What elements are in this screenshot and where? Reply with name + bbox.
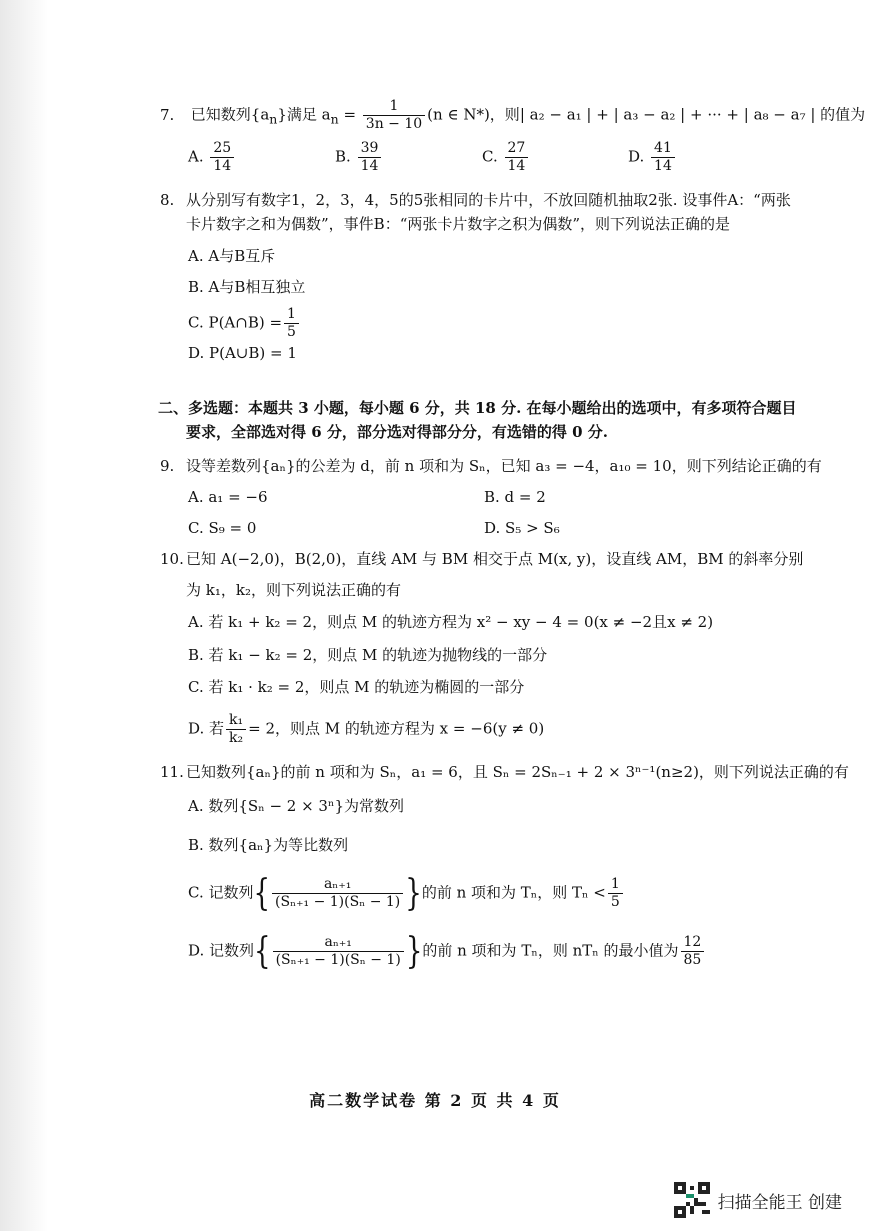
denominator: 3n − 10	[365, 116, 423, 132]
option-text: D. 记数列	[188, 941, 255, 960]
question-text: 已知 A(−2,0)，B(2,0)，直线 AM 与 BM 相交于点 M(x, y)，设直线 AM，BM 的斜率分别	[186, 550, 804, 568]
question-text: 已知数列	[190, 105, 251, 124]
numerator: 1	[284, 306, 299, 324]
fraction	[681, 934, 705, 969]
option-text: D. 若	[188, 719, 225, 738]
option-text: C. P(A∩B) =	[188, 313, 283, 332]
denominator: 5	[287, 324, 296, 340]
option-label: B.	[335, 147, 351, 166]
question-10-line2: 为 k₁，k₂，则下列说法正确的有	[186, 581, 401, 599]
numerator: aₙ₊₁	[273, 934, 404, 952]
option-a	[188, 140, 236, 175]
denominator: 14	[507, 158, 526, 174]
denominator: (Sₙ₊₁ − 1)(Sₙ − 1)	[275, 952, 401, 968]
condition: (n ∈ N*)，则	[427, 105, 520, 124]
page-footer: 高二数学试卷 第 2 页 共 4 页	[309, 1091, 561, 1110]
scanner-watermark	[674, 1182, 842, 1218]
option-a: A. A与B互斥	[188, 247, 276, 265]
question-8	[160, 190, 791, 210]
fraction	[358, 140, 382, 175]
option-a: A. 数列{Sₙ − 2 × 3ⁿ}为常数列	[188, 797, 405, 815]
numerator: 27	[505, 140, 529, 158]
denominator: k₂	[229, 730, 244, 746]
seq-subscript: n	[269, 111, 278, 127]
fraction	[363, 98, 425, 133]
left-brace: {	[253, 872, 271, 915]
option-c: C. S₉ = 0	[188, 519, 257, 537]
seq-close: }	[277, 105, 287, 124]
option-label: A.	[188, 147, 204, 166]
qr-code-icon	[674, 1182, 710, 1218]
option-text: 的前 n 项和为 Tₙ，则 Tₙ <	[421, 883, 606, 902]
option-text: = 2，则点 M 的轨迹方程为 x = −6(y ≠ 0)	[248, 719, 545, 738]
numerator: 25	[210, 140, 234, 158]
scan-edge-shadow	[0, 0, 48, 1231]
option-b: B. A与B相互独立	[188, 278, 306, 296]
numerator: 41	[651, 140, 675, 158]
fraction	[505, 140, 529, 175]
question-number: 9.	[160, 457, 175, 475]
option-d: D. S₅ > S₆	[484, 519, 560, 537]
fraction	[284, 306, 299, 341]
an-subscript: n	[330, 111, 339, 127]
option-d: D. P(A∪B) = 1	[188, 344, 297, 362]
numerator: 1	[363, 98, 425, 116]
option-a: A. 若 k₁ + k₂ = 2，则点 M 的轨迹方程为 x² − xy − 4 = 0(x ≠ −2且x ≠ 2)	[188, 613, 714, 631]
option-c	[482, 140, 530, 175]
equals: =	[338, 105, 361, 124]
numerator: aₙ₊₁	[272, 876, 403, 894]
option-text: 的前 n 项和为 Tₙ，则 nTₙ 的最小值为	[422, 941, 679, 960]
question-text: 从分别写有数字1，2，3，4，5的5张相同的卡片中，不放回随机抽取2张. 设事件A：“两张	[186, 191, 791, 209]
denominator: 14	[213, 158, 232, 174]
fraction	[608, 876, 623, 911]
option-a: A. a₁ = −6	[188, 488, 268, 506]
question-11	[160, 762, 849, 782]
question-7	[160, 98, 865, 133]
fraction	[272, 876, 403, 911]
option-b: B. 若 k₁ − k₂ = 2，则点 M 的轨迹为抛物线的一部分	[188, 646, 548, 664]
denominator: 14	[360, 158, 379, 174]
denominator: (Sₙ₊₁ − 1)(Sₙ − 1)	[275, 894, 401, 910]
option-c	[188, 872, 625, 915]
fraction	[210, 140, 234, 175]
watermark-text: 扫描全能王 创建	[717, 1192, 842, 1213]
option-b: B. 数列{aₙ}为等比数列	[188, 836, 349, 854]
right-brace: }	[405, 872, 422, 915]
option-label: D.	[628, 147, 645, 166]
fraction	[651, 140, 675, 175]
option-c	[188, 306, 301, 341]
option-b: B. d = 2	[484, 488, 546, 506]
option-d	[188, 930, 706, 973]
fraction	[273, 934, 404, 969]
numerator: k₁	[226, 712, 246, 730]
question-text: 已知数列{aₙ}的前 n 项和为 Sₙ，a₁ = 6，且 Sₙ = 2Sₙ₋₁ + 2 × 3ⁿ⁻¹(n≥2)，则下列说法正确的有	[186, 763, 849, 781]
section-heading: 二、多选题：本题共 3 小题，每小题 6 分，共 18 分. 在每小题给出的选项中，有多项符合题目	[158, 399, 797, 417]
denominator: 14	[654, 158, 672, 174]
option-d	[188, 712, 544, 747]
denominator: 85	[683, 952, 702, 968]
option-d	[628, 140, 677, 175]
question-number: 8.	[160, 191, 175, 209]
question-8-line2: 卡片数字之和为偶数”，事件B：“两张卡片数字之积为偶数”，则下列说法正确的是	[186, 215, 731, 233]
fraction	[226, 712, 246, 747]
option-label: C.	[482, 147, 498, 166]
option-c: C. 若 k₁ · k₂ = 2，则点 M 的轨迹为椭圆的一部分	[188, 678, 525, 696]
numerator: 12	[681, 934, 705, 952]
question-number: 10.	[160, 550, 184, 568]
right-brace: }	[405, 930, 423, 973]
numerator: 1	[608, 876, 623, 894]
question-10	[160, 549, 803, 569]
option-text: C. 记数列	[188, 883, 254, 902]
denominator: 5	[610, 894, 620, 910]
numerator: 39	[358, 140, 382, 158]
seq-symbol: {a	[250, 105, 270, 124]
question-text: | a₂ − a₁ | + | a₃ − a₂ | + ··· + | a₈ − a₇ | 的值为	[519, 105, 866, 124]
section-heading-line2: 要求，全部选对得 6 分，部分选对得部分分，有选错的得 0 分.	[186, 423, 608, 441]
question-9	[160, 456, 822, 476]
question-text: 满足 a	[286, 105, 331, 124]
left-brace: {	[254, 930, 271, 973]
question-number: 7.	[160, 105, 175, 124]
question-number: 11.	[160, 763, 184, 781]
question-text: 设等差数列{aₙ}的公差为 d，前 n 项和为 Sₙ，已知 a₃ = −4，a₁₀ = 10，则下列结论正确的有	[186, 457, 822, 475]
option-b	[335, 140, 383, 175]
